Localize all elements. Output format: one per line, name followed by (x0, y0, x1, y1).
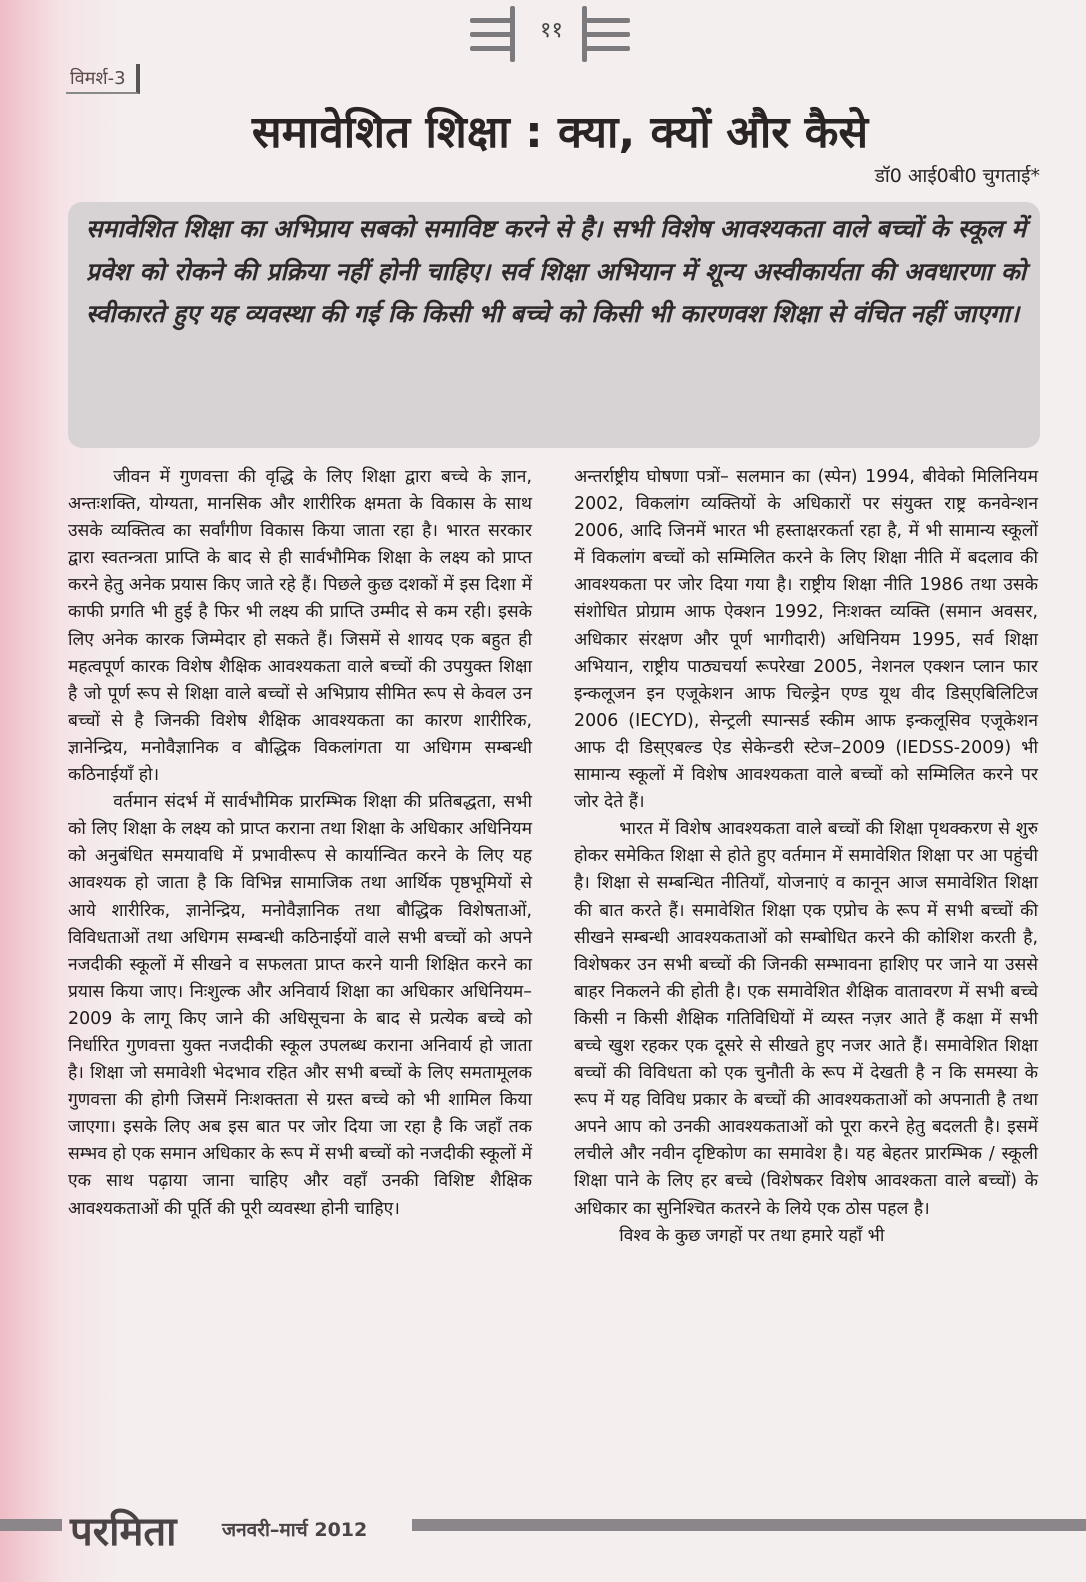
right-paragraph-1: अन्तर्राष्ट्रीय घोषणा पत्रों– सलमान का (स्पेन) 1994, बीवेको मिलिनियम 2002, विकलांग व्यक्तियों के अधिकारों पर संयुक्त राष्ट्र कनवेन्शन 2006, आदि जिनमें भारत भी हस्ताक्षरकर्ता रहा है, में भी सामान्य स्कूलों में विकलांग बच्चों को सम्मिलित करने के लिए शिक्षा नीति में बदलाव की आवश्यकता पर जोर दिया गया है। राष्ट्रीय शिक्षा नीति 1986 तथा उसके संशोधित प्रोग्राम आफ ऐक्शन 1992, निःशक्त व्यक्ति (समान अवसर, अधिकार संरक्षण और पूर्ण भागीदारी) अधिनियम 1995, सर्व शिक्षा अभियान, राष्ट्रीय पाठ्यचर्या रूपरेखा 2005, नेशनल एक्शन प्लान फार इन्कलूजन इन एजूकेशन आफ चिल्ड्रेन एण्ड यूथ वीद डिस्एबिलिटिज 2006 (IECYD), सेन्ट्रली स्पान्सर्ड स्कीम आफ इन्कलूसिव एजूकेशन आफ दी डिस्एबल्ड ऐड सेकेन्डरी स्टेज–2009 (IEDSS-2009) भी सामान्य स्कूलों में विशेष आवश्यकता वाले बच्चों को सम्मिलित करने पर जोर देते हैं। (574, 467, 1038, 813)
footer-rule-right (412, 1519, 1086, 1531)
issue-date: जनवरी–मार्च 2012 (222, 1519, 368, 1541)
abstract-text: समावेशित शिक्षा का अभिप्राय सबको समाविष्ट करने से है। सभी विशेष आवश्यकता वाले बच्चों के स्कूल में प्रवेश को रोकने की प्रक्रिया नहीं होनी चाहिए। सर्व शिक्षा अभियान में शून्य अस्वीकार्यता की अवधारणा को स्वीकारते हुए यह व्यवस्था की गई कि किसी भी बच्चे को किसी भी कारणवश शिक्षा से वंचित नहीं जाएगा। (86, 214, 1026, 328)
right-paragraph-3: विश्व के कुछ जगहों पर तथा हमारे यहाँ भी (619, 1225, 885, 1246)
section-tag: विमर्श-3 (66, 64, 140, 94)
right-column (574, 464, 1038, 1250)
page-number: ११ (540, 18, 563, 43)
magazine-logo: परमिता (70, 1508, 177, 1555)
author-name: डॉ0 आई0बी0 चुगताई* (874, 165, 1040, 187)
left-paragraph-2: वर्तमान संदर्भ में सार्वभौमिक प्रारम्भिक शिक्षा की प्रतिबद्धता, सभी को लिए शिक्षा के लक्ष्य को प्राप्त कराना तथा शिक्षा के अधिकार अधिनियम को अनुबंधित समयावधि में प्रभावीरूप से कार्यान्वित करने के लिए यह आवश्यक हो जाता है कि विभिन्न सामाजिक तथा आर्थिक पृष्ठभूमियों से आये शारीरिक, ज्ञानेन्द्रिय, मनोवैज्ञानिक तथा बौद्धिक विशेषताओं, विविधताओं तथा अधिगम सम्बन्धी कठिनाईयों वाले सभी बच्चों को अपने नजदीकी स्कूलों में सीखने व सफलता प्राप्त करने यानी शिक्षित करने का प्रयास किया जाए। निःशुल्क और अनिवार्य शिक्षा का अधिकार अधिनियम–2009 के लागू किए जाने की अधिसूचना के बाद से प्रत्येक बच्चे को निर्धारित गुणवत्ता युक्त नजदीकी स्कूल उपलब्ध कराना अनिवार्य हो जाता है। शिक्षा जो समावेशी भेदभाव रहित और सभी बच्चों के लिए समतामूलक गुणवत्ता की होगी जिसमें निःशक्तता से ग्रस्त बच्चे को भी शामिल किया जाएगा। इसके लिए अब इस बात पर जोर दिया जा रहा है कि जहाँ तक सम्भव हो एक समान अधिकार के रूप में सभी बच्चों को नजदीकी स्कूलों में एक साथ पढ़ाया जाना चाहिए और वहाँ उनकी विशिष्ट शैक्षिक आवश्यकताओं की पूर्ति की पूरी व्यवस्था होनी चाहिए। (68, 792, 532, 1219)
page-number-ornament (470, 6, 640, 66)
left-column (68, 464, 532, 1223)
article-title: समावेशित शिक्षा : क्या, क्यों और कैसे (251, 107, 869, 158)
left-paragraph-1: जीवन में गुणवत्ता की वृद्धि के लिए शिक्षा द्वारा बच्चे के ज्ञान, अन्तःशक्ति, योग्यता, मानसिक और शारीरिक क्षमता के विकास के साथ उसके व्यक्तित्व का सर्वांगीण विकास किया जाता रहा है। भारत सरकार द्वारा स्वतन्त्रता प्राप्ति के बाद से ही सार्वभौमिक शिक्षा के लक्ष्य को प्राप्त करने हेतु अनेक प्रयास किए जाते रहे हैं। पिछले कुछ दशकों में इस दिशा में काफी प्रगति भी हुई है फिर भी लक्ष्य की प्राप्ति उम्मीद से कम रही। इसके लिए अनेक कारक जिम्मेदार हो सकते हैं। जिसमें से शायद एक बहुत ही महत्वपूर्ण कारक विशेष शैक्षिक आवश्यकता वाले बच्चों की उपयुक्त शिक्षा है जो पूर्ण रूप से शिक्षा वाले बच्चों से अभिप्राय सीमित रूप से केवल उन बच्चों से है जिनकी विशेष शैक्षिक आवश्यकता का कारण शारीरिक, ज्ञानेन्द्रिय, मनोवैज्ञानिक व बौद्धिक विकलांगता या अधिगम सम्बन्धी कठिनाईयाँ हो। (68, 467, 532, 786)
right-paragraph-2: भारत में विशेष आवश्यकता वाले बच्चों की शिक्षा पृथक्करण से शुरु होकर समेकित शिक्षा से होते हुए वर्तमान में समावेशित शिक्षा पर आ पहुंची है। शिक्षा से सम्बन्धित नीतियाँ, योजनाएं व कानून आज समावेशित शिक्षा की बात करते हैं। समावेशित शिक्षा एक एप्रोच के रूप में सभी बच्चों की सीखने सम्बन्धी आवश्यकताओं को सम्बोधित करने की कोशिश करती है, विशेषकर उन सभी बच्चों की जिनकी सम्भावना हाशिए पर जाने या उससे बाहर निकलने की होती है। एक समावेशित शैक्षिक वातावरण में सभी बच्चे किसी न किसी शैक्षिक गतिविधियों में व्यस्त नज़र आते हैं कक्षा में सभी बच्चे खुश रहकर एक दूसरे से सीखते हुए नजर आते हैं। समावेशित शिक्षा बच्चों की विविधता को एक चुनौती के रूप में देखती है न कि समस्या के रूप में यह विविध प्रकार के बच्चों की आवश्यकताओं को अपनाती है तथा अपने आप को उनकी आवश्यकताओं को पूरा करने हेतु बदलती है। इसमें लचीले और नवीन दृष्टिकोण का समावेश है। यह बेहतर प्रारम्भिक / स्कूली शिक्षा पाने के लिए हर बच्चे (विशेषकर विशेष आवश्कता वाले बच्चों) के अधिकार का सुनिश्चित कतरने के लिये एक ठोस पहल है। (574, 819, 1038, 1219)
footer-rule-left (0, 1519, 62, 1531)
